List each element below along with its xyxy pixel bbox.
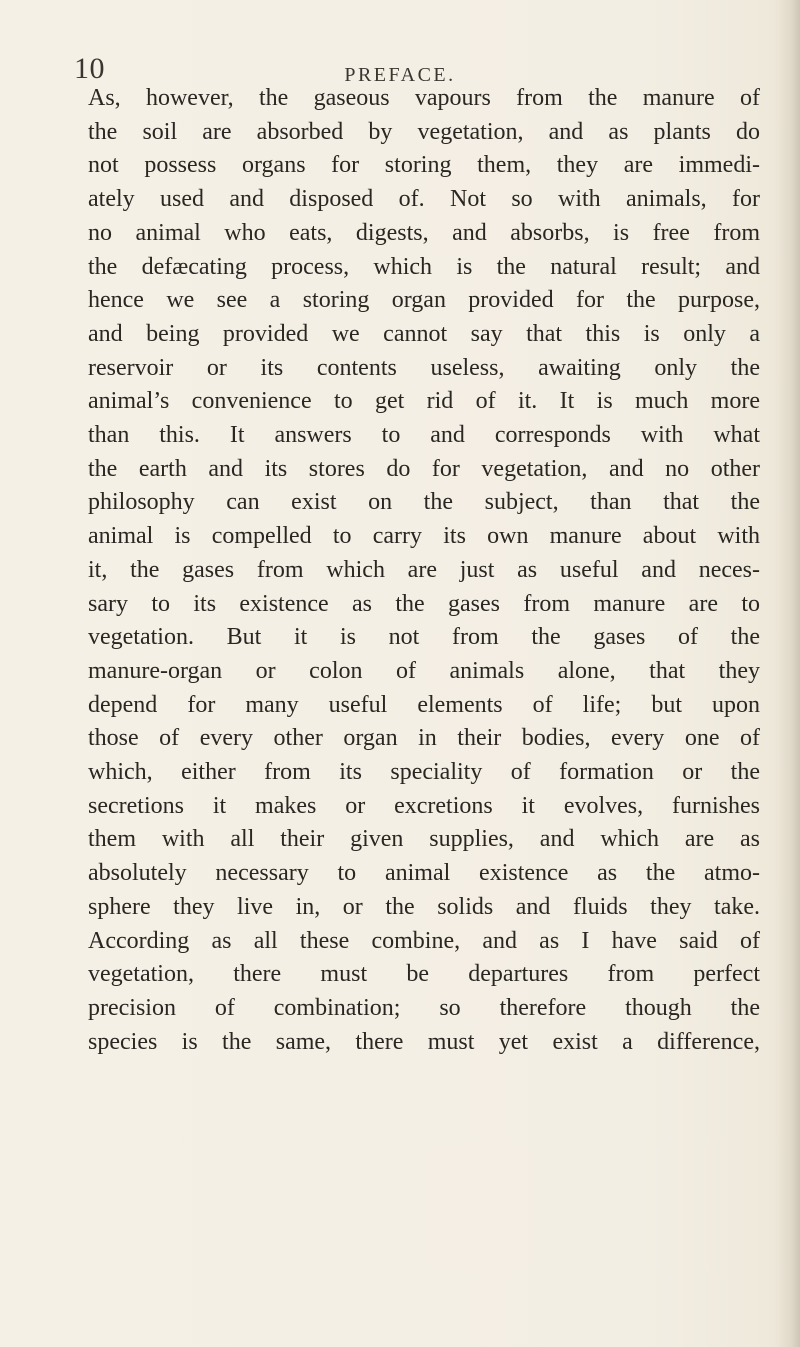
text-line: the soil are absorbed by vegetation, and as plants do xyxy=(88,118,760,145)
page-number: 10 xyxy=(74,52,105,85)
text-line: secretions it makes or excretions it evolves, furnishes xyxy=(88,792,760,819)
text-line: which, either from its speciality of formation or the xyxy=(88,759,760,786)
text-line: reservoir or its contents useless, awaiting only the xyxy=(88,354,760,381)
text-line: animal’s convenience to get rid of it. It is much more xyxy=(88,388,760,415)
text-line: and being provided we cannot say that this is only a xyxy=(88,320,760,347)
text-line: sary to its existence as the gases from manure are to xyxy=(88,590,760,617)
text-line: vegetation. But it is not from the gases of the xyxy=(88,624,760,651)
text-line: ately used and disposed of. Not so with animals, for xyxy=(88,186,760,213)
body-text xyxy=(88,82,760,1059)
text-line: it, the gases from which are just as useful and neces- xyxy=(88,556,760,583)
text-line: hence we see a storing organ provided for the purpose, xyxy=(88,287,760,314)
text-line: philosophy can exist on the subject, than that the xyxy=(88,489,760,516)
text-line: depend for many useful elements of life; but upon xyxy=(88,691,760,718)
text-line: those of every other organ in their bodies, every one of xyxy=(88,725,760,752)
page-edge-shadow xyxy=(778,0,800,1347)
text-line: precision of combination; so therefore though the xyxy=(88,994,760,1021)
text-line: them with all their given supplies, and which are as xyxy=(88,826,760,853)
text-line: not possess organs for storing them, they are immedi- xyxy=(88,152,760,179)
text-line: than this. It answers to and corresponds with what xyxy=(88,422,760,449)
text-line: According as all these combine, and as I have said of xyxy=(88,927,760,954)
text-line: no animal who eats, digests, and absorbs, is free from xyxy=(88,219,760,246)
text-line: manure-organ or colon of animals alone, that they xyxy=(88,657,760,684)
running-head: PREFACE. xyxy=(344,64,456,86)
text-line: the defæcating process, which is the natural result; and xyxy=(88,253,760,280)
text-line: absolutely necessary to animal existence as the atmo- xyxy=(88,860,760,887)
text-line: species is the same, there must yet exist a difference, xyxy=(88,1028,760,1055)
text-line: As, however, the gaseous vapours from the manure of xyxy=(88,85,760,111)
text-line: sphere they live in, or the solids and fluids they take. xyxy=(88,893,760,920)
text-line: animal is compelled to carry its own manure about with xyxy=(88,523,760,550)
text-line: the earth and its stores do for vegetation, and no other xyxy=(88,455,760,482)
text-line: vegetation, there must be departures from perfect xyxy=(88,961,760,988)
